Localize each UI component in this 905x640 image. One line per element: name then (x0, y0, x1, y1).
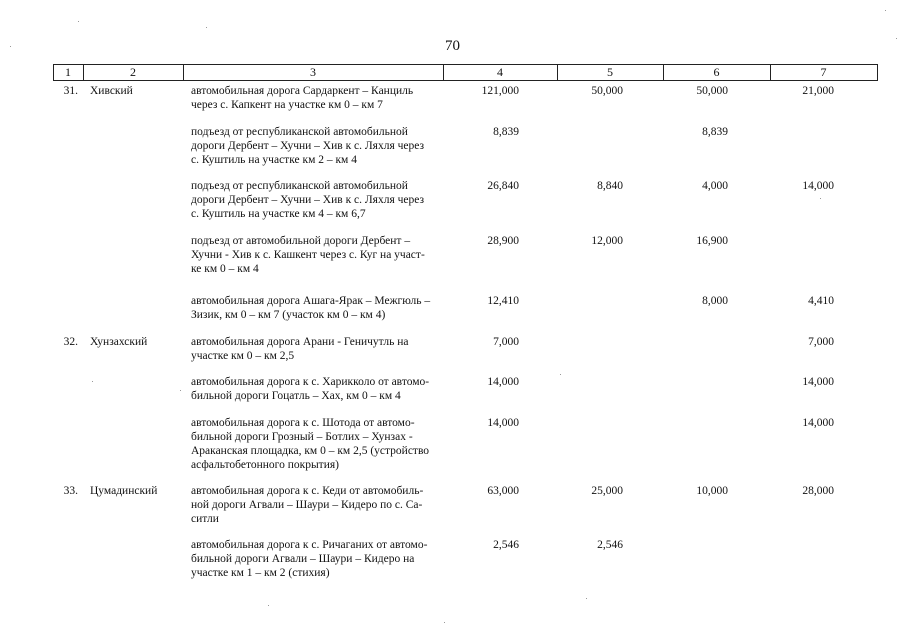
road-description (191, 538, 441, 580)
value-col-5: 8,840 (597, 180, 623, 192)
column-header: 6 (713, 65, 720, 79)
scan-speck (586, 598, 587, 599)
column-header: 4 (497, 65, 503, 79)
value-col-5: 25,000 (591, 485, 623, 497)
district-name: Хивский (90, 85, 133, 97)
scan-speck (10, 46, 11, 47)
value-col-4: 8,839 (493, 126, 519, 138)
description-line: Араканская площадка, км 0 – км 2,5 (устройство (191, 445, 430, 457)
description-line: подъезд от автомобильной дороги Дербент – (191, 235, 411, 247)
value-col-7: 21,000 (802, 85, 834, 97)
column-header: 3 (310, 65, 316, 79)
value-col-7: 14,000 (802, 417, 834, 429)
description-line: участке км 0 – км 2,5 (191, 350, 295, 362)
road-description (191, 179, 441, 221)
road-description (191, 125, 441, 167)
description-line: автомобильная дорога Арани - Геничутль на (191, 336, 409, 348)
value-col-7: 14,000 (802, 376, 834, 388)
value-col-4: 12,410 (487, 295, 519, 307)
scan-speck (820, 198, 821, 199)
description-line: через с. Капкент на участке км 0 – км 7 (191, 99, 383, 111)
description-line: бильной дороги Грозный – Ботлих – Хунзах - (191, 431, 413, 443)
value-col-5: 12,000 (591, 235, 623, 247)
road-description (191, 484, 441, 526)
description-line: ситли (191, 513, 219, 525)
row-number: 32. (63, 336, 78, 348)
value-col-4: 121,000 (481, 85, 519, 97)
description-line: бильной дороги Гоцатль – Хах, км 0 – км 4 (191, 390, 401, 402)
column-header: 2 (130, 65, 136, 79)
description-line: автомобильная дорога к с. Шотода от автомо- (191, 417, 415, 429)
scan-speck (92, 381, 93, 382)
description-line: ке км 0 – км 4 (191, 263, 259, 275)
district-name: Цумадинский (90, 485, 158, 497)
description-line: автомобильная дорога Сардаркент – Канциль (191, 85, 414, 97)
column-header: 7 (820, 65, 827, 79)
value-col-4: 7,000 (493, 336, 519, 348)
value-col-6: 8,000 (702, 295, 728, 307)
value-col-5: 2,546 (597, 539, 623, 551)
value-col-7: 28,000 (802, 485, 834, 497)
description-line: с. Куштиль на участке км 4 – км 6,7 (191, 208, 366, 220)
value-col-4: 26,840 (487, 180, 519, 192)
description-line: подъезд от республиканской автомобильной (191, 126, 408, 138)
road-description (191, 416, 441, 472)
header-divider (877, 64, 878, 81)
scan-speck (560, 374, 561, 375)
scan-speck (885, 10, 886, 11)
value-col-6: 8,839 (702, 126, 728, 138)
description-line: участке км 1 – км 2 (стихия) (191, 567, 330, 579)
description-line: дороги Дербент – Хучни – Хив к с. Ляхля через (191, 140, 425, 152)
value-col-6: 4,000 (702, 180, 728, 192)
column-header: 5 (607, 65, 613, 79)
value-col-7: 7,000 (808, 336, 834, 348)
row-number: 33. (63, 485, 78, 497)
value-col-4: 14,000 (487, 417, 519, 429)
description-line: бильной дороги Агвали – Шаури – Кидеро на (191, 553, 415, 565)
page-number: 70 (445, 38, 460, 54)
road-description (191, 294, 441, 322)
value-col-4: 63,000 (487, 485, 519, 497)
description-line: Хучни - Хив к с. Кашкент через с. Куг на участ- (191, 249, 425, 261)
value-col-7: 14,000 (802, 180, 834, 192)
value-col-4: 14,000 (487, 376, 519, 388)
scan-speck (180, 390, 181, 391)
description-line: автомобильная дорога к с. Кеди от автомобиль- (191, 485, 424, 497)
scan-speck (78, 21, 79, 22)
value-col-6: 16,900 (696, 235, 728, 247)
road-description (191, 84, 441, 112)
value-col-4: 28,900 (487, 235, 519, 247)
description-line: автомобильная дорога к с. Ричаганих от автомо- (191, 539, 428, 551)
value-col-5: 50,000 (591, 85, 623, 97)
description-line: дороги Дербент – Хучни – Хив к с. Ляхля через (191, 194, 425, 206)
value-col-7: 4,410 (808, 295, 834, 307)
scan-speck (896, 38, 897, 39)
scan-speck (206, 27, 207, 28)
road-description (191, 234, 441, 276)
description-line: подъезд от республиканской автомобильной (191, 180, 408, 192)
value-col-6: 50,000 (696, 85, 728, 97)
description-line: асфальтобетонного покрытия) (191, 459, 339, 471)
description-line: ной дороги Агвали – Шаури – Кидеро по с. Са- (191, 499, 423, 511)
road-description (191, 375, 441, 403)
value-col-4: 2,546 (493, 539, 519, 551)
description-line: Зизик, км 0 – км 7 (участок км 0 – км 4) (191, 309, 386, 321)
row-number: 31. (63, 85, 78, 97)
description-line: с. Куштиль на участке км 2 – км 4 (191, 154, 357, 166)
scan-speck (444, 622, 445, 623)
description-line: автомобильная дорога Ашага-Ярак – Межгюль – (191, 295, 431, 307)
value-col-6: 10,000 (696, 485, 728, 497)
description-line: автомобильная дорога к с. Харикколо от автомо- (191, 376, 430, 388)
district-name: Хунзахский (90, 336, 148, 348)
column-header: 1 (65, 65, 71, 79)
scan-speck (268, 605, 269, 606)
header-bottom-border (53, 80, 878, 81)
road-description (191, 335, 441, 363)
